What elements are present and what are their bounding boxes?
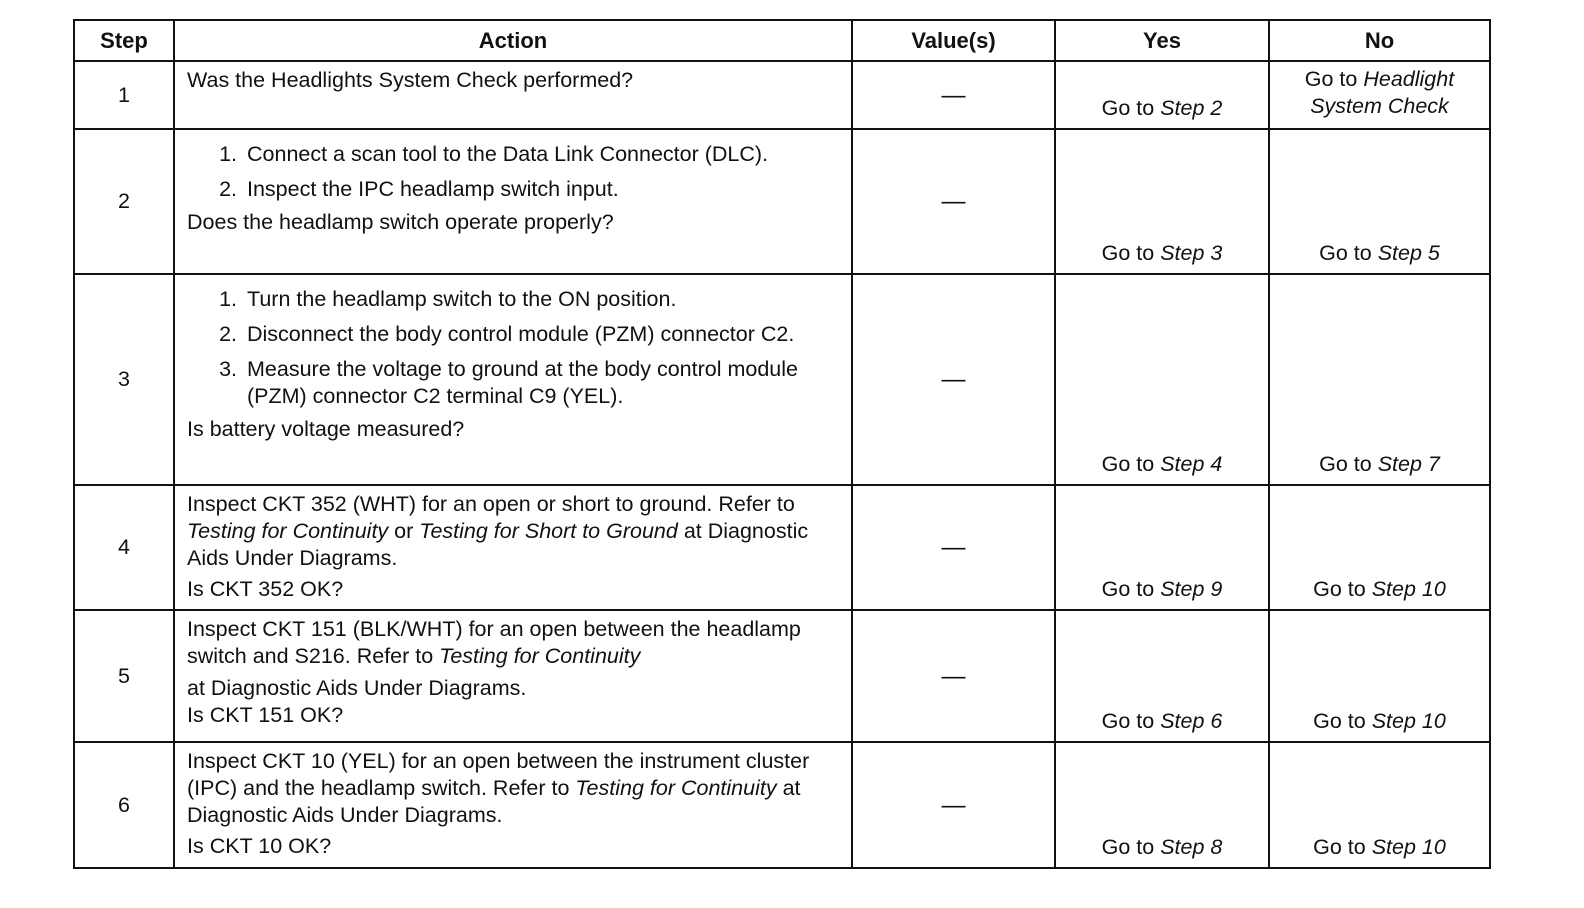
- go-to-label: Go to: [1313, 835, 1366, 859]
- no-cell: [1269, 129, 1490, 274]
- action-steps: [187, 286, 841, 410]
- step-number: 6: [74, 742, 174, 868]
- yes-target: Step 2: [1160, 96, 1223, 120]
- action-text-b: or: [394, 519, 414, 543]
- action-cell: [174, 485, 852, 610]
- action-cell: [174, 274, 852, 485]
- yes-target: Step 9: [1160, 577, 1223, 601]
- action-text-a: Inspect CKT 352 (WHT) for an open or short to ground. Refer to: [187, 492, 795, 516]
- action-text: [187, 492, 808, 570]
- no-target: Step 10: [1371, 835, 1446, 859]
- step-number: 4: [74, 485, 174, 610]
- action-text: [187, 749, 809, 827]
- diagnostic-table: [73, 19, 1491, 869]
- action-step: 3. Measure the voltage to ground at the body control module (PZM) connector C2 terminal C9 (YEL).: [243, 356, 841, 410]
- value-cell: —: [852, 742, 1055, 868]
- yes-cell: [1055, 129, 1269, 274]
- header-yes: Yes: [1055, 20, 1269, 61]
- go-to-label: Go to: [1101, 709, 1155, 733]
- reference-link: Testing for Continuity: [187, 519, 389, 543]
- no-target: Step 10: [1371, 709, 1446, 733]
- header-row: [74, 20, 1490, 61]
- go-to-label: Go to: [1319, 452, 1372, 476]
- value-cell: —: [852, 610, 1055, 742]
- go-to-label: Go to: [1101, 96, 1155, 120]
- action-cell: [174, 610, 852, 742]
- no-target: Step 7: [1377, 452, 1440, 476]
- action-cell: [174, 61, 852, 129]
- action-cell: [174, 129, 852, 274]
- value-cell: —: [852, 61, 1055, 129]
- no-target: Headlight: [1363, 67, 1455, 91]
- yes-target: Step 8: [1160, 835, 1223, 859]
- yes-target: Step 6: [1160, 709, 1223, 733]
- no-cell: [1269, 742, 1490, 868]
- no-target: System Check: [1310, 94, 1449, 118]
- step-number: 1: [74, 61, 174, 129]
- action-step: 2. Inspect the IPC headlamp switch input.: [243, 176, 841, 203]
- action-step: 1. Turn the headlamp switch to the ON position.: [243, 286, 841, 313]
- go-to-label: Go to: [1319, 241, 1372, 265]
- no-target: Step 10: [1371, 577, 1446, 601]
- action-cell: [174, 742, 852, 868]
- no-cell: [1269, 610, 1490, 742]
- yes-cell: [1055, 274, 1269, 485]
- no-cell: [1269, 61, 1490, 129]
- header-no: No: [1269, 20, 1490, 61]
- table-row: [74, 274, 1490, 485]
- action-text-c: at Diagnostic Aids Under Diagrams.: [187, 519, 809, 570]
- action-question: Is CKT 151 OK?: [187, 703, 344, 727]
- go-to-label: Go to: [1313, 577, 1366, 601]
- table-row: [74, 129, 1490, 274]
- yes-target: Step 3: [1160, 241, 1223, 265]
- step-number: 2: [74, 129, 174, 274]
- no-cell: [1269, 485, 1490, 610]
- step-number: 3: [74, 274, 174, 485]
- table-row: [74, 610, 1490, 742]
- header-action: Action: [174, 20, 852, 61]
- reference-link: Testing for Continuity: [575, 776, 777, 800]
- no-target: Step 5: [1377, 241, 1440, 265]
- action-step: 2. Disconnect the body control module (PZM) connector C2.: [243, 321, 841, 348]
- table-row: [74, 485, 1490, 610]
- yes-cell: [1055, 61, 1269, 129]
- value-cell: —: [852, 129, 1055, 274]
- action-question: Is CKT 352 OK?: [187, 577, 344, 601]
- action-question: Is battery voltage measured?: [187, 417, 465, 441]
- value-cell: —: [852, 274, 1055, 485]
- go-to-label: Go to: [1101, 452, 1155, 476]
- action-text-a: Inspect CKT 151 (BLK/WHT) for an open between the headlamp switch and S216. Refer to: [187, 617, 801, 668]
- yes-cell: [1055, 742, 1269, 868]
- yes-cell: [1055, 485, 1269, 610]
- go-to-label: Go to: [1313, 709, 1366, 733]
- yes-cell: [1055, 610, 1269, 742]
- action-text-c: at Diagnostic Aids Under Diagrams.: [187, 676, 527, 700]
- table-row: [74, 61, 1490, 129]
- step-number: 5: [74, 610, 174, 742]
- header-values: Value(s): [852, 20, 1055, 61]
- no-cell: [1269, 274, 1490, 485]
- reference-link: Testing for Short to Ground: [419, 519, 678, 543]
- go-to-label: Go to: [1101, 835, 1155, 859]
- go-to-label: Go to: [1101, 241, 1155, 265]
- action-question: Was the Headlights System Check performed?: [187, 68, 634, 92]
- reference-link: Testing for Continuity: [439, 644, 641, 668]
- table-row: [74, 742, 1490, 868]
- action-steps: [187, 141, 841, 203]
- action-text-a: Inspect CKT 10 (YEL) for an open between the instrument cluster (IPC) and the headlamp switch. Refer to: [187, 749, 810, 800]
- header-step: Step: [74, 20, 174, 61]
- action-question: Does the headlamp switch operate properly?: [187, 210, 614, 234]
- action-step: 1. Connect a scan tool to the Data Link Connector (DLC).: [243, 141, 841, 168]
- yes-target: Step 4: [1160, 452, 1223, 476]
- go-to-label: Go to: [1304, 67, 1358, 91]
- go-to-label: Go to: [1101, 577, 1155, 601]
- action-text-c: at Diagnostic Aids Under Diagrams.: [187, 776, 801, 827]
- action-text: [187, 617, 841, 702]
- value-cell: —: [852, 485, 1055, 610]
- action-question: Is CKT 10 OK?: [187, 834, 332, 858]
